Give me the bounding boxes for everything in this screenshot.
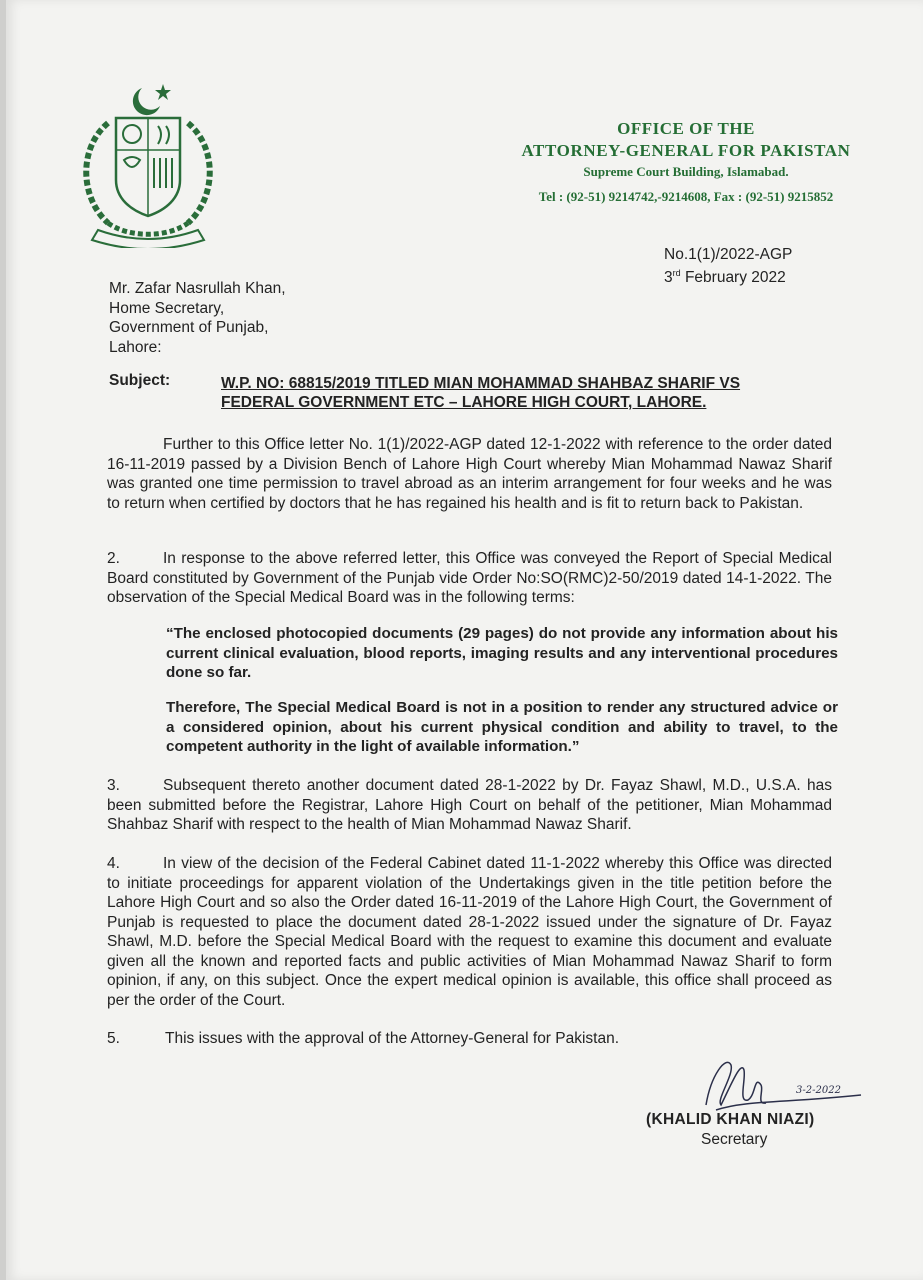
addressee-office: Government of Punjab,	[109, 319, 269, 336]
letterhead-contact: Tel : (92-51) 9214742,-9214608, Fax : (92-51) 9215852	[538, 189, 834, 204]
paragraph-4: 4. In view of the decision of the Federal Cabinet dated 11-1-2022 whereby this Office was directed to initiate proceedings for apparent violation of the Undertakings given in the title petition before the Lahore High Court and so also the Order dated 16-11-2019 of the Lahore High Court, the Government of Punjab is requested to place the document dated 28-1-2022 issued under the signature of Dr. Fayaz Shawl, M.D. before the Special Medical Board with the request to examine this document and evaluate given all the known and reported facts and public activities of Mian Mohammad Nawaz Sharif to form opinion, if any, on this subject. Once the expert medical opinion is available, this office shall proceed as per the order of the Court.	[107, 855, 832, 1009]
addressee-name: Mr. Zafar Nasrullah Khan,	[109, 280, 286, 297]
signatory-name: (KHALID KHAN NIAZI)	[646, 1111, 815, 1128]
letter-page	[6, 0, 923, 1280]
quote-1: “The enclosed photocopied documents (29 pages) do not provide any information about his current clinical evaluation, blood reports, imaging results and any interventional procedures done so far.	[166, 625, 838, 681]
signatory-title: Secretary	[701, 1131, 768, 1148]
reference-date: 3rd February 2022	[664, 268, 786, 287]
svg-text:3-2-2022: 3-2-2022	[796, 1085, 841, 1096]
paragraph-2: 2. In response to the above referred letter, this Office was conveyed the Report of Special Medical Board constituted by Government of the Punjab vide Order No:SO(RMC)2-50/2019 dated 14-1-2022. The observation of the Special Medical Board was in the following terms:	[107, 550, 832, 606]
paragraph-5: 5. This issues with the approval of the Attorney-General for Pakistan.	[107, 1030, 620, 1047]
addressee-designation: Home Secretary,	[109, 299, 225, 317]
letterhead-title: ATTORNEY-GENERAL FOR PAKISTAN	[521, 141, 851, 160]
letterhead-office: OFFICE OF THE	[617, 119, 755, 138]
letterhead-address: Supreme Court Building, Islamabad.	[583, 164, 789, 179]
state-emblem-icon	[68, 78, 228, 248]
reference-number: No.1(1)/2022-AGP	[664, 246, 793, 263]
quote-2: Therefore, The Special Medical Board is not in a position to render any structured advice or a considered opinion, about his current physical condition and ability to travel, to the competent authority in the light of available information.”	[166, 699, 838, 755]
subject-text: W.P. NO: 68815/2019 TITLED MIAN MOHAMMAD SHAHBAZ SHARIF VS FEDERAL GOVERNMENT ETC – LAHORE HIGH COURT, LAHORE.	[221, 375, 741, 411]
reference-block	[664, 245, 792, 287]
subject-label: Subject:	[109, 372, 171, 389]
letterhead	[486, 118, 886, 207]
handwritten-signature	[686, 1045, 866, 1120]
addressee-city: Lahore:	[109, 338, 162, 356]
paragraph-3: 3. Subsequent thereto another document dated 28-1-2022 by Dr. Fayaz Shawl, M.D., U.S.A. has been submitted before the Registrar, Lahore High Court on behalf of the petitioner, Mian Mohammad Shahbaz Sharif with respect to the health of Mian Mohammad Nawaz Sharif.	[107, 777, 832, 833]
paragraph-1: Further to this Office letter No. 1(1)/2022-AGP dated 12-1-2022 with reference to the order dated 16-11-2019 passed by a Division Bench of Lahore High Court whereby Mian Mohammad Nawaz Sharif was granted one time permission to travel abroad as an interim arrangement for four weeks and he was to return when certified by doctors that he has regained his health and is fit to return back to Pakistan.	[107, 436, 832, 512]
addressee-block	[109, 279, 286, 357]
